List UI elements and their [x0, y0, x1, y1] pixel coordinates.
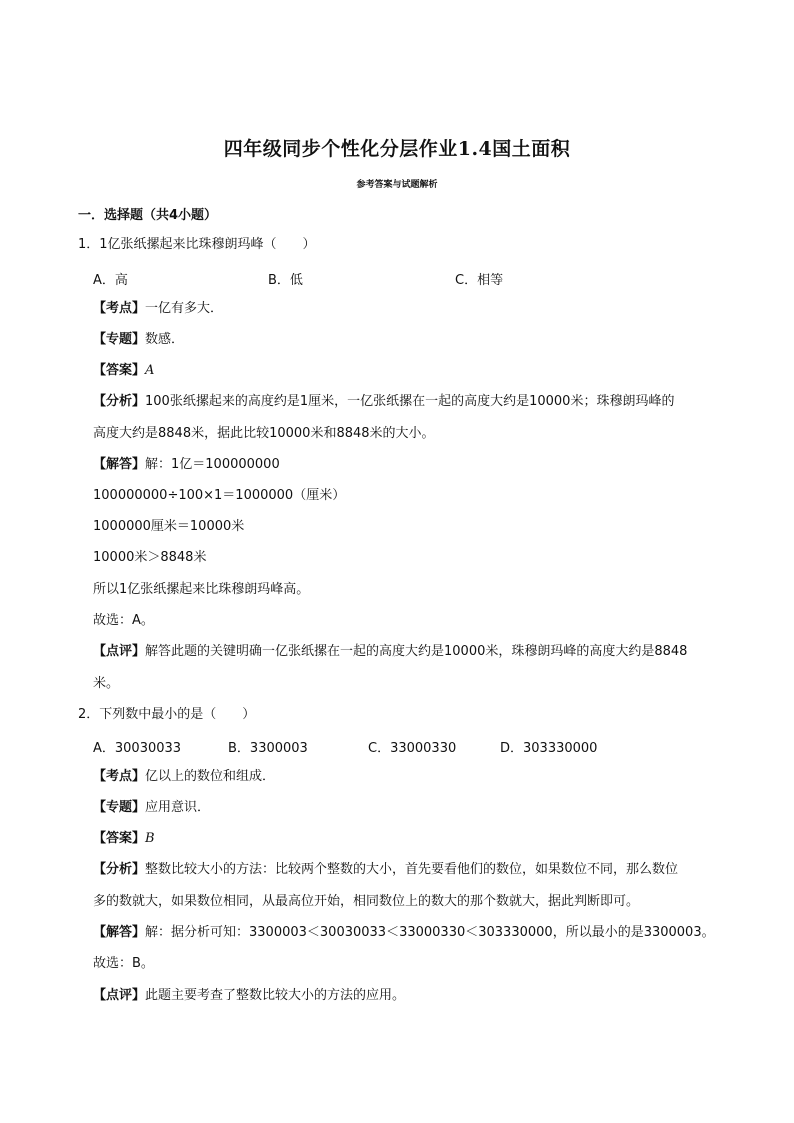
- question-2-dianping: [93, 987, 405, 1005]
- question-2-fenxi: [93, 861, 678, 879]
- question-1-jieda-text-6: 故选：A。: [93, 613, 154, 628]
- question-1-jieda-text-5: 所以1亿张纸摞起来比珠穆朗玛峰高。: [93, 582, 310, 597]
- label-zhuanti: 【专题】: [93, 800, 146, 815]
- label-fenxi: 【分析】: [93, 394, 146, 409]
- question-2-jieda-text-2: 故选：B。: [93, 956, 154, 971]
- question-1-jieda-text-4: 10000米＞8848米: [93, 550, 207, 565]
- section-heading: 一．选择题（共4小题）: [78, 208, 218, 223]
- question-1-dianping-text-2: 米。: [93, 676, 120, 691]
- question-1-option-c: C．相等: [455, 273, 504, 288]
- question-1-fenxi-text-1: 100张纸摞起来的高度约是1厘米，一亿张纸摞在一起的高度大约是10000米；珠穆朗玛峰的: [145, 394, 675, 409]
- question-1-jieda: [93, 456, 280, 474]
- question-2-option-d: D．303330000: [500, 741, 598, 756]
- label-dianping: 【点评】: [93, 988, 146, 1003]
- question-1-dianping: [93, 643, 687, 661]
- label-kaodian: 【考点】: [93, 301, 146, 316]
- label-jieda: 【解答】: [93, 925, 146, 940]
- question-2-stem: 2．下列数中最小的是（ ）: [78, 707, 256, 722]
- question-2-option-c: C．33000330: [368, 741, 457, 756]
- question-2-kaodian-text: 亿以上的数位和组成．: [145, 769, 276, 784]
- question-1-option-a: A．高: [93, 273, 128, 288]
- question-2-jieda-text-1: 解：据分析可知：3300003＜30030033＜33000330＜303330000，所以最小的是3300003。: [145, 925, 715, 940]
- question-1-zhuanti-text: 数感．: [145, 332, 185, 347]
- question-2-option-a: A．30030033: [93, 741, 182, 756]
- question-1-stem: 1．1亿张纸摞起来比珠穆朗玛峰（ ）: [78, 237, 316, 252]
- question-1-kaodian-text: 一亿有多大．: [145, 301, 224, 316]
- question-2-dianping-text: 此题主要考查了整数比较大小的方法的应用。: [145, 988, 406, 1003]
- question-1-jieda-text-3: 1000000厘米＝10000米: [93, 519, 245, 534]
- question-2-answer: B: [145, 831, 155, 846]
- question-1-jieda-text-2: 100000000÷100×1＝1000000（厘米）: [93, 488, 346, 503]
- question-1-fenxi-text-2: 高度大约是8848米，据此比较10000米和8848米的大小。: [93, 426, 435, 441]
- question-1-option-b: B．低: [268, 273, 303, 288]
- label-daan: 【答案】: [93, 363, 146, 378]
- question-1-jieda-text-1: 解：1亿＝100000000: [145, 457, 280, 472]
- question-2-fenxi-text-1: 整数比较大小的方法：比较两个整数的大小，首先要看他们的数位，如果数位不同，那么数位: [145, 862, 679, 877]
- document-subtitle: 参考答案与试题解析: [356, 180, 438, 190]
- question-2-fenxi-text-2: 多的数就大，如果数位相同，从最高位开始，相同数位上的数大的那个数就大，据此判断即可。: [93, 894, 640, 909]
- question-2-zhuanti: [93, 799, 210, 817]
- question-1-dianping-text-1: 解答此题的关键明确一亿张纸摞在一起的高度大约是10000米，珠穆朗玛峰的高度大约是8848: [145, 644, 688, 659]
- question-2-zhuanti-text: 应用意识．: [145, 800, 211, 815]
- label-kaodian: 【考点】: [93, 769, 146, 784]
- question-1-kaodian: [93, 300, 223, 318]
- question-1-answer: A: [145, 363, 155, 378]
- question-1-zhuanti: [93, 331, 184, 349]
- question-2-daan: [93, 830, 155, 848]
- label-jieda: 【解答】: [93, 457, 146, 472]
- question-2-kaodian: [93, 768, 275, 786]
- document-title: 四年级同步个性化分层作业1.4国土面积: [223, 138, 571, 160]
- label-fenxi: 【分析】: [93, 862, 146, 877]
- label-daan: 【答案】: [93, 831, 146, 846]
- question-1-daan: [93, 362, 154, 380]
- question-2-jieda: [93, 924, 715, 942]
- label-dianping: 【点评】: [93, 644, 146, 659]
- label-zhuanti: 【专题】: [93, 332, 146, 347]
- question-2-option-b: B．3300003: [228, 741, 308, 756]
- question-1-fenxi: [93, 393, 674, 411]
